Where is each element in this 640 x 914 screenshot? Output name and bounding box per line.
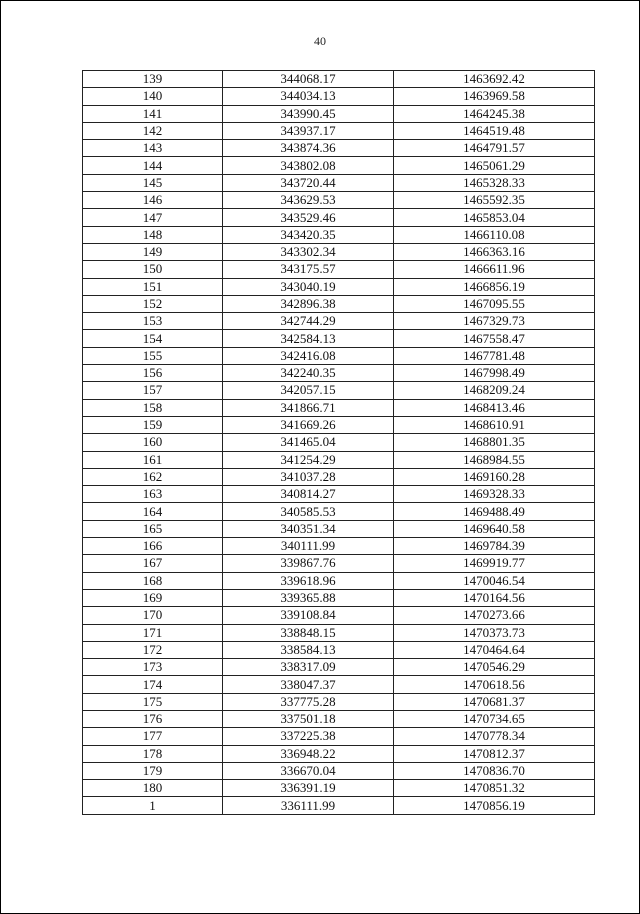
table-row (83, 676, 595, 693)
y-coordinate-cell: 1469160.28 (394, 468, 595, 485)
x-coordinate-cell: 339108.84 (223, 607, 394, 624)
point-number-cell: 175 (83, 693, 223, 710)
y-coordinate-cell: 1470851.32 (394, 780, 595, 797)
table-row (83, 88, 595, 105)
x-coordinate-cell: 341669.26 (223, 416, 394, 433)
y-coordinate-cell: 1470681.37 (394, 693, 595, 710)
y-coordinate-cell: 1468209.24 (394, 382, 595, 399)
point-number-cell: 180 (83, 780, 223, 797)
point-number-cell: 167 (83, 555, 223, 572)
point-number-cell: 164 (83, 503, 223, 520)
x-coordinate-cell: 340351.34 (223, 520, 394, 537)
x-coordinate-cell: 342416.08 (223, 347, 394, 364)
point-number-cell: 179 (83, 762, 223, 779)
x-coordinate-cell: 342057.15 (223, 382, 394, 399)
table-row (83, 745, 595, 762)
point-number-cell: 147 (83, 209, 223, 226)
x-coordinate-cell: 339867.76 (223, 555, 394, 572)
x-coordinate-cell: 341465.04 (223, 434, 394, 451)
table-row (83, 572, 595, 589)
y-coordinate-cell: 1469919.77 (394, 555, 595, 572)
point-number-cell: 172 (83, 641, 223, 658)
point-number-cell: 151 (83, 278, 223, 295)
y-coordinate-cell: 1465328.33 (394, 174, 595, 191)
y-coordinate-cell: 1466611.96 (394, 261, 595, 278)
y-coordinate-cell: 1467558.47 (394, 330, 595, 347)
table-row (83, 589, 595, 606)
point-number-cell: 178 (83, 745, 223, 762)
y-coordinate-cell: 1470546.29 (394, 659, 595, 676)
x-coordinate-cell: 340814.27 (223, 486, 394, 503)
point-number-cell: 144 (83, 157, 223, 174)
table-row (83, 451, 595, 468)
x-coordinate-cell: 341254.29 (223, 451, 394, 468)
x-coordinate-cell: 344068.17 (223, 71, 394, 88)
x-coordinate-cell: 340585.53 (223, 503, 394, 520)
point-number-cell: 139 (83, 71, 223, 88)
table-row (83, 313, 595, 330)
x-coordinate-cell: 344034.13 (223, 88, 394, 105)
point-number-cell: 168 (83, 572, 223, 589)
point-number-cell: 169 (83, 589, 223, 606)
table-row (83, 209, 595, 226)
y-coordinate-cell: 1467329.73 (394, 313, 595, 330)
table-row (83, 434, 595, 451)
x-coordinate-cell: 342584.13 (223, 330, 394, 347)
table-row (83, 278, 595, 295)
point-number-cell: 173 (83, 659, 223, 676)
x-coordinate-cell: 337501.18 (223, 710, 394, 727)
y-coordinate-cell: 1467095.55 (394, 295, 595, 312)
point-number-cell: 160 (83, 434, 223, 451)
table-row (83, 693, 595, 710)
table-row (83, 382, 595, 399)
table-row (83, 659, 595, 676)
y-coordinate-cell: 1467781.48 (394, 347, 595, 364)
table-row (83, 416, 595, 433)
y-coordinate-cell: 1468984.55 (394, 451, 595, 468)
y-coordinate-cell: 1464245.38 (394, 105, 595, 122)
table-row (83, 399, 595, 416)
point-number-cell: 142 (83, 122, 223, 139)
x-coordinate-cell: 340111.99 (223, 538, 394, 555)
point-number-cell: 154 (83, 330, 223, 347)
point-number-cell: 162 (83, 468, 223, 485)
point-number-cell: 176 (83, 710, 223, 727)
table-row (83, 157, 595, 174)
x-coordinate-cell: 343629.53 (223, 192, 394, 209)
table-row (83, 641, 595, 658)
x-coordinate-cell: 339365.88 (223, 589, 394, 606)
point-number-cell: 157 (83, 382, 223, 399)
table-row (83, 555, 595, 572)
y-coordinate-cell: 1466110.08 (394, 226, 595, 243)
point-number-cell: 163 (83, 486, 223, 503)
point-number-cell: 174 (83, 676, 223, 693)
y-coordinate-cell: 1468610.91 (394, 416, 595, 433)
y-coordinate-cell: 1470856.19 (394, 797, 595, 814)
coordinates-table-body (83, 71, 595, 815)
table-row (83, 486, 595, 503)
point-number-cell: 153 (83, 313, 223, 330)
y-coordinate-cell: 1469640.58 (394, 520, 595, 537)
table-row (83, 71, 595, 88)
x-coordinate-cell: 343990.45 (223, 105, 394, 122)
x-coordinate-cell: 338047.37 (223, 676, 394, 693)
table-row (83, 780, 595, 797)
x-coordinate-cell: 343874.36 (223, 140, 394, 157)
point-number-cell: 177 (83, 728, 223, 745)
y-coordinate-cell: 1467998.49 (394, 365, 595, 382)
point-number-cell: 143 (83, 140, 223, 157)
y-coordinate-cell: 1470046.54 (394, 572, 595, 589)
point-number-cell: 161 (83, 451, 223, 468)
table-row (83, 710, 595, 727)
x-coordinate-cell: 343175.57 (223, 261, 394, 278)
x-coordinate-cell: 336670.04 (223, 762, 394, 779)
point-number-cell: 148 (83, 226, 223, 243)
y-coordinate-cell: 1470464.64 (394, 641, 595, 658)
point-number-cell: 165 (83, 520, 223, 537)
y-coordinate-cell: 1470734.65 (394, 710, 595, 727)
point-number-cell: 1 (83, 797, 223, 814)
x-coordinate-cell: 343720.44 (223, 174, 394, 191)
y-coordinate-cell: 1470373.73 (394, 624, 595, 641)
x-coordinate-cell: 338848.15 (223, 624, 394, 641)
y-coordinate-cell: 1468801.35 (394, 434, 595, 451)
table-row (83, 140, 595, 157)
x-coordinate-cell: 337225.38 (223, 728, 394, 745)
table-row (83, 797, 595, 814)
y-coordinate-cell: 1468413.46 (394, 399, 595, 416)
y-coordinate-cell: 1470836.70 (394, 762, 595, 779)
x-coordinate-cell: 343529.46 (223, 209, 394, 226)
table-row (83, 261, 595, 278)
y-coordinate-cell: 1465853.04 (394, 209, 595, 226)
x-coordinate-cell: 342240.35 (223, 365, 394, 382)
y-coordinate-cell: 1470273.66 (394, 607, 595, 624)
point-number-cell: 145 (83, 174, 223, 191)
x-coordinate-cell: 336111.99 (223, 797, 394, 814)
point-number-cell: 149 (83, 243, 223, 260)
y-coordinate-cell: 1470164.56 (394, 589, 595, 606)
point-number-cell: 159 (83, 416, 223, 433)
x-coordinate-cell: 336948.22 (223, 745, 394, 762)
table-row (83, 365, 595, 382)
point-number-cell: 158 (83, 399, 223, 416)
table-row (83, 347, 595, 364)
table-row (83, 607, 595, 624)
page-number: 40 (314, 34, 326, 48)
point-number-cell: 150 (83, 261, 223, 278)
coordinates-table (82, 70, 595, 815)
y-coordinate-cell: 1469328.33 (394, 486, 595, 503)
y-coordinate-cell: 1470812.37 (394, 745, 595, 762)
x-coordinate-cell: 343802.08 (223, 157, 394, 174)
y-coordinate-cell: 1464791.57 (394, 140, 595, 157)
point-number-cell: 141 (83, 105, 223, 122)
y-coordinate-cell: 1469784.39 (394, 538, 595, 555)
table-row (83, 728, 595, 745)
table-row (83, 468, 595, 485)
point-number-cell: 140 (83, 88, 223, 105)
table-row (83, 503, 595, 520)
table-row (83, 538, 595, 555)
y-coordinate-cell: 1465592.35 (394, 192, 595, 209)
x-coordinate-cell: 338584.13 (223, 641, 394, 658)
x-coordinate-cell: 342896.38 (223, 295, 394, 312)
y-coordinate-cell: 1466856.19 (394, 278, 595, 295)
table-row (83, 624, 595, 641)
y-coordinate-cell: 1470778.34 (394, 728, 595, 745)
table-row (83, 122, 595, 139)
table-row (83, 330, 595, 347)
table-row (83, 243, 595, 260)
x-coordinate-cell: 341866.71 (223, 399, 394, 416)
y-coordinate-cell: 1464519.48 (394, 122, 595, 139)
point-number-cell: 166 (83, 538, 223, 555)
point-number-cell: 155 (83, 347, 223, 364)
x-coordinate-cell: 342744.29 (223, 313, 394, 330)
table-row (83, 105, 595, 122)
y-coordinate-cell: 1466363.16 (394, 243, 595, 260)
table-row (83, 520, 595, 537)
x-coordinate-cell: 337775.28 (223, 693, 394, 710)
x-coordinate-cell: 336391.19 (223, 780, 394, 797)
point-number-cell: 156 (83, 365, 223, 382)
y-coordinate-cell: 1463969.58 (394, 88, 595, 105)
x-coordinate-cell: 339618.96 (223, 572, 394, 589)
x-coordinate-cell: 338317.09 (223, 659, 394, 676)
x-coordinate-cell: 343420.35 (223, 226, 394, 243)
table-row (83, 192, 595, 209)
point-number-cell: 170 (83, 607, 223, 624)
point-number-cell: 152 (83, 295, 223, 312)
table-row (83, 174, 595, 191)
y-coordinate-cell: 1463692.42 (394, 71, 595, 88)
point-number-cell: 171 (83, 624, 223, 641)
x-coordinate-cell: 343937.17 (223, 122, 394, 139)
x-coordinate-cell: 341037.28 (223, 468, 394, 485)
table-row (83, 762, 595, 779)
table-row (83, 295, 595, 312)
x-coordinate-cell: 343040.19 (223, 278, 394, 295)
table-row (83, 226, 595, 243)
y-coordinate-cell: 1469488.49 (394, 503, 595, 520)
y-coordinate-cell: 1470618.56 (394, 676, 595, 693)
y-coordinate-cell: 1465061.29 (394, 157, 595, 174)
x-coordinate-cell: 343302.34 (223, 243, 394, 260)
point-number-cell: 146 (83, 192, 223, 209)
